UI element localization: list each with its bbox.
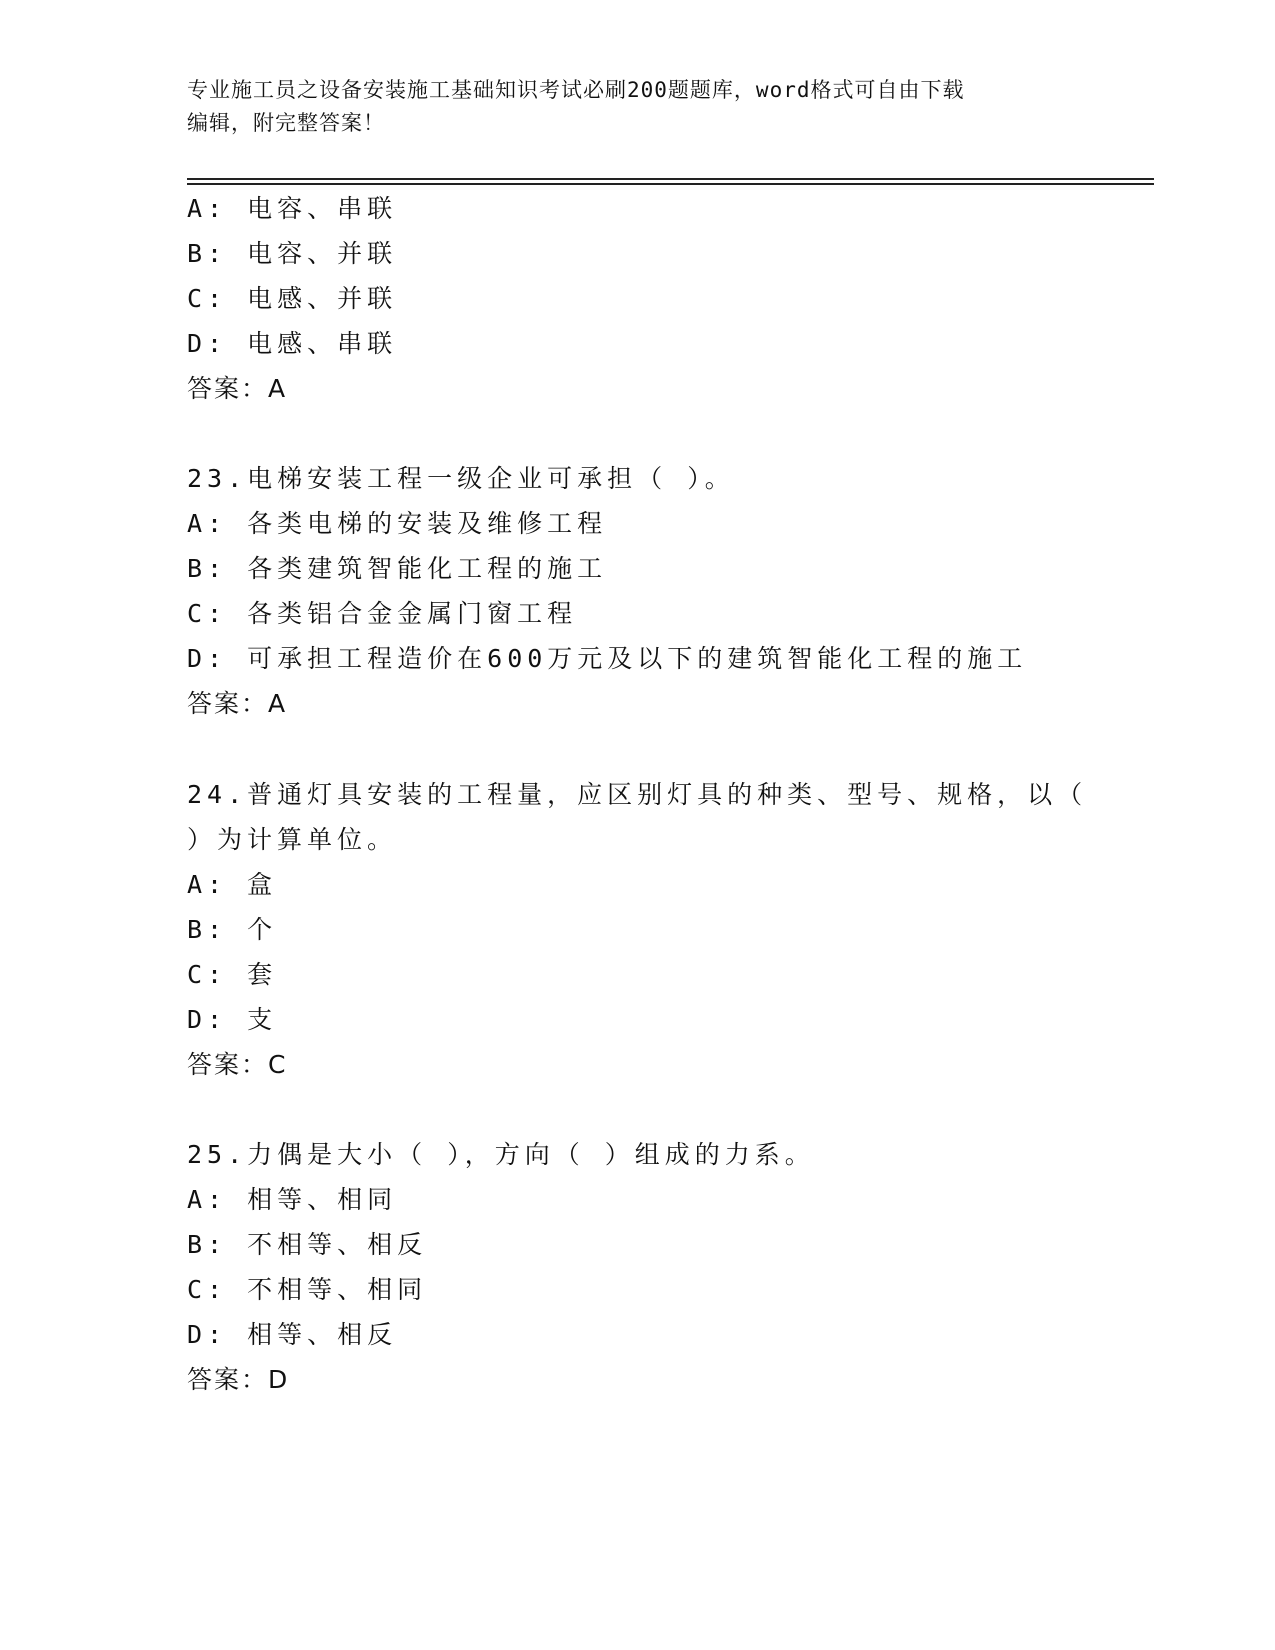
q25-option-c: C: 不相等、相同 xyxy=(187,1275,428,1304)
q25-option-d: D: 相等、相反 xyxy=(187,1320,398,1349)
header-divider-bottom xyxy=(187,183,1154,185)
q24-option-d: D: 支 xyxy=(187,1005,278,1034)
q23-question: 23.电梯安装工程一级企业可承担（ ）。 xyxy=(187,464,735,493)
q23-option-d: D: 可承担工程造价在600万元及以下的建筑智能化工程的施工 xyxy=(187,644,1028,673)
header-title-line-2: 编辑，附完整答案！ xyxy=(187,111,385,135)
q23-option-c: C: 各类铝合金金属门窗工程 xyxy=(187,599,578,628)
q22-option-c: C: 电感、并联 xyxy=(187,284,398,313)
q22-option-a: A: 电容、串联 xyxy=(187,194,398,223)
q22-option-d: D: 电感、串联 xyxy=(187,329,398,358)
q24-option-a: A: 盒 xyxy=(187,870,278,899)
q24-answer: 答案：C xyxy=(187,1050,288,1079)
q25-question: 25.力偶是大小（ ），方向（ ）组成的力系。 xyxy=(187,1140,815,1169)
document-header xyxy=(187,74,1087,140)
q22-answer: 答案：A xyxy=(187,374,288,403)
q24-option-b: B: 个 xyxy=(187,915,278,944)
q24-option-c: C: 套 xyxy=(187,960,278,989)
q24-question-line-1: 24.普通灯具安装的工程量，应区别灯具的种类、型号、规格，以（ xyxy=(187,780,1088,809)
q23-answer: 答案：A xyxy=(187,689,288,718)
q23-option-a: A: 各类电梯的安装及维修工程 xyxy=(187,509,608,538)
q25-option-b: B: 不相等、相反 xyxy=(187,1230,428,1259)
header-title-line-1: 专业施工员之设备安装施工基础知识考试必刷200题题库，word格式可自由下载 xyxy=(187,78,965,102)
q25-option-a: A: 相等、相同 xyxy=(187,1185,398,1214)
q25-answer: 答案：D xyxy=(187,1365,290,1394)
q24-question-line-2: ）为计算单位。 xyxy=(187,825,398,854)
header-divider-top xyxy=(187,178,1154,180)
q22-option-b: B: 电容、并联 xyxy=(187,239,398,268)
q23-option-b: B: 各类建筑智能化工程的施工 xyxy=(187,554,608,583)
